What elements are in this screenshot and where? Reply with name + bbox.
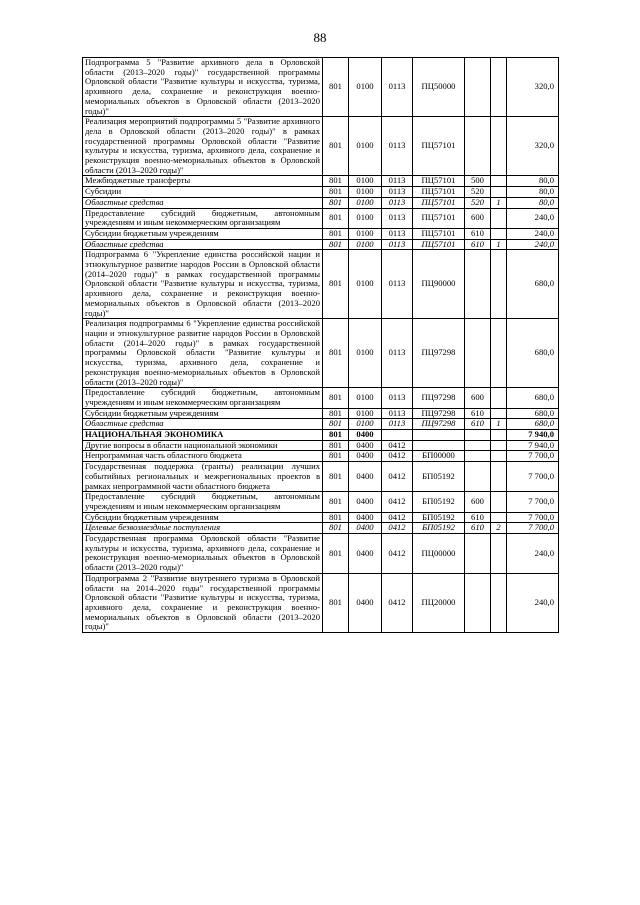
section-code-cell: 0400: [349, 430, 382, 441]
section-code-cell: 0400: [349, 512, 382, 523]
target-article-cell: ПЦ00000: [413, 534, 465, 574]
section-code-cell: 0100: [349, 419, 382, 430]
ministry-code-cell: 801: [323, 58, 349, 117]
row-name-cell: НАЦИОНАЛЬНАЯ ЭКОНОМИКА: [83, 430, 323, 441]
expense-type-cell: [465, 462, 491, 492]
subsection-code-cell: 0412: [382, 462, 413, 492]
amount-cell: 80,0: [507, 176, 559, 187]
row-name-cell: Предоставление субсидий бюджетным, автономным учреждениям и иным некоммерческим организациям: [83, 492, 323, 512]
table-row: [83, 492, 559, 512]
table-row: [83, 250, 559, 319]
expense-type-cell: 600: [465, 492, 491, 512]
ministry-code-cell: 801: [323, 430, 349, 441]
amount-cell: 680,0: [507, 319, 559, 388]
expense-type-cell: 520: [465, 197, 491, 208]
row-name-cell: Субсидии бюджетным учреждениям: [83, 228, 323, 239]
target-article-cell: ПЦ97298: [413, 319, 465, 388]
section-code-cell: 0100: [349, 187, 382, 198]
section-code-cell: 0100: [349, 319, 382, 388]
expense-type-cell: 610: [465, 239, 491, 250]
amount-cell: 7 700,0: [507, 462, 559, 492]
amount-cell: 7 940,0: [507, 430, 559, 441]
amount-cell: 240,0: [507, 534, 559, 574]
subsection-code-cell: 0113: [382, 117, 413, 176]
amount-cell: 7 940,0: [507, 440, 559, 451]
ministry-code-cell: 801: [323, 176, 349, 187]
expense-type-cell: [465, 573, 491, 632]
row-name-cell: Целевые безвозмездные поступления: [83, 523, 323, 534]
table-row: [83, 388, 559, 408]
section-code-cell: 0100: [349, 388, 382, 408]
table-row: [83, 523, 559, 534]
target-article-cell: ПЦ57101: [413, 239, 465, 250]
amount-cell: 240,0: [507, 208, 559, 228]
subsection-code-cell: 0113: [382, 319, 413, 388]
amount-cell: 240,0: [507, 228, 559, 239]
section-code-cell: 0400: [349, 451, 382, 462]
row-name-cell: Предоставление субсидий бюджетным, автономным учреждениям и иным некоммерческим организациям: [83, 208, 323, 228]
subsection-code-cell: 0113: [382, 187, 413, 198]
target-article-cell: ПЦ20000: [413, 573, 465, 632]
target-article-cell: ПЦ97298: [413, 388, 465, 408]
row-name-cell: Предоставление субсидий бюджетным, автономным учреждениям и иным некоммерческим организациям: [83, 388, 323, 408]
table-row: [83, 117, 559, 176]
funding-source-cell: [491, 492, 507, 512]
expense-type-cell: 500: [465, 176, 491, 187]
subsection-code-cell: 0412: [382, 492, 413, 512]
subsection-code-cell: 0113: [382, 176, 413, 187]
section-code-cell: 0100: [349, 228, 382, 239]
amount-cell: 680,0: [507, 408, 559, 419]
ministry-code-cell: 801: [323, 208, 349, 228]
section-code-cell: 0100: [349, 176, 382, 187]
table-row: [83, 58, 559, 117]
section-code-cell: 0100: [349, 250, 382, 319]
amount-cell: 240,0: [507, 239, 559, 250]
subsection-code-cell: 0113: [382, 228, 413, 239]
ministry-code-cell: 801: [323, 451, 349, 462]
row-name-cell: Другие вопросы в области национальной экономики: [83, 440, 323, 451]
target-article-cell: БП05192: [413, 512, 465, 523]
target-article-cell: БП05192: [413, 492, 465, 512]
target-article-cell: [413, 430, 465, 441]
subsection-code-cell: 0412: [382, 534, 413, 574]
row-name-cell: Областные средства: [83, 419, 323, 430]
table-row: [83, 197, 559, 208]
funding-source-cell: [491, 408, 507, 419]
section-code-cell: 0100: [349, 58, 382, 117]
subsection-code-cell: 0113: [382, 419, 413, 430]
table-row: [83, 451, 559, 462]
ministry-code-cell: 801: [323, 117, 349, 176]
section-code-cell: 0400: [349, 462, 382, 492]
ministry-code-cell: 801: [323, 228, 349, 239]
expense-type-cell: [465, 440, 491, 451]
target-article-cell: [413, 440, 465, 451]
expense-type-cell: [465, 117, 491, 176]
expense-type-cell: 600: [465, 208, 491, 228]
funding-source-cell: [491, 430, 507, 441]
section-code-cell: 0100: [349, 408, 382, 419]
row-name-cell: Непрограммная часть областного бюджета: [83, 451, 323, 462]
funding-source-cell: [491, 534, 507, 574]
row-name-cell: Областные средства: [83, 239, 323, 250]
table-row: [83, 440, 559, 451]
row-name-cell: Субсидии: [83, 187, 323, 198]
section-code-cell: 0400: [349, 573, 382, 632]
ministry-code-cell: 801: [323, 534, 349, 574]
funding-source-cell: [491, 58, 507, 117]
amount-cell: 680,0: [507, 250, 559, 319]
ministry-code-cell: 801: [323, 523, 349, 534]
target-article-cell: ПЦ90000: [413, 250, 465, 319]
table-row: [83, 408, 559, 419]
funding-source-cell: [491, 176, 507, 187]
section-code-cell: 0100: [349, 239, 382, 250]
target-article-cell: ПЦ57101: [413, 228, 465, 239]
amount-cell: 80,0: [507, 187, 559, 198]
table-row: [83, 187, 559, 198]
subsection-code-cell: 0113: [382, 197, 413, 208]
funding-source-cell: [491, 451, 507, 462]
amount-cell: 7 700,0: [507, 451, 559, 462]
subsection-code-cell: 0113: [382, 388, 413, 408]
funding-source-cell: [491, 117, 507, 176]
subsection-code-cell: 0412: [382, 512, 413, 523]
row-name-cell: Подпрограмма 6 "Укрепление единства российской нации и этнокультурное развитие народов России в Орловской области (2014–2020 годы)" в рамках государственной программы Орловской области "Развитие культуры и искусства, туризма, архивного дела, сохранение и реконструкция военно-мемориальных объектов в Орловской области (2013–2020 годы)": [83, 250, 323, 319]
section-code-cell: 0100: [349, 197, 382, 208]
target-article-cell: БП05192: [413, 523, 465, 534]
row-name-cell: Государственная поддержка (гранты) реализации лучших событийных региональных и межрегиональных проектов в рамках непрограммной части областного бюджета: [83, 462, 323, 492]
row-name-cell: Государственная программа Орловской области "Развитие культуры и искусства, туризма, архивного дела, сохранение и реконструкция военно-мемориальных объектов в Орловской области (2013–2020 годы)": [83, 534, 323, 574]
subsection-code-cell: 0412: [382, 440, 413, 451]
ministry-code-cell: 801: [323, 319, 349, 388]
page-number: 88: [313, 30, 327, 45]
funding-source-cell: [491, 250, 507, 319]
target-article-cell: БП05192: [413, 462, 465, 492]
target-article-cell: ПЦ57101: [413, 117, 465, 176]
table-row: [83, 239, 559, 250]
amount-cell: 240,0: [507, 573, 559, 632]
subsection-code-cell: [382, 430, 413, 441]
target-article-cell: БП00000: [413, 451, 465, 462]
expense-type-cell: [465, 451, 491, 462]
table-row: [83, 176, 559, 187]
funding-source-cell: [491, 208, 507, 228]
amount-cell: 7 700,0: [507, 492, 559, 512]
amount-cell: 680,0: [507, 419, 559, 430]
section-code-cell: 0400: [349, 534, 382, 574]
target-article-cell: ПЦ57101: [413, 197, 465, 208]
row-name-cell: Реализация мероприятий подпрограммы 5 "Развитие архивного дела в Орловской области (2013–2020 годы)" в рамках государственной программы Орловской области "Развитие культуры и искусства, туризма, архивного дела, сохранение и реконструкция военно-мемориальных объектов в Орловской области (2013–2020 годы)": [83, 117, 323, 176]
ministry-code-cell: 801: [323, 388, 349, 408]
expense-type-cell: 600: [465, 388, 491, 408]
expense-type-cell: 610: [465, 523, 491, 534]
budget-table-body: [83, 58, 559, 633]
budget-table: [82, 57, 559, 633]
section-code-cell: 0400: [349, 440, 382, 451]
row-name-cell: Подпрограмма 2 "Развитие внутреннего туризма в Орловской области на 2014–2020 годы" государственной программы Орловской области "Развитие культуры и искусства, туризма, архивного дела, сохранение и реконструкция военно-мемориальных объектов в Орловской области (2013–2020 годы)": [83, 573, 323, 632]
ministry-code-cell: 801: [323, 239, 349, 250]
table-row: [83, 534, 559, 574]
expense-type-cell: 610: [465, 512, 491, 523]
expense-type-cell: 520: [465, 187, 491, 198]
ministry-code-cell: 801: [323, 197, 349, 208]
ministry-code-cell: 801: [323, 408, 349, 419]
target-article-cell: ПЦ57101: [413, 176, 465, 187]
subsection-code-cell: 0412: [382, 451, 413, 462]
section-code-cell: 0100: [349, 208, 382, 228]
expense-type-cell: [465, 58, 491, 117]
amount-cell: 680,0: [507, 388, 559, 408]
funding-source-cell: [491, 187, 507, 198]
subsection-code-cell: 0113: [382, 239, 413, 250]
subsection-code-cell: 0412: [382, 523, 413, 534]
amount-cell: 7 700,0: [507, 523, 559, 534]
amount-cell: 7 700,0: [507, 512, 559, 523]
expense-type-cell: [465, 430, 491, 441]
expense-type-cell: [465, 250, 491, 319]
table-row: [83, 319, 559, 388]
row-name-cell: Подпрограмма 5 "Развитие архивного дела в Орловской области (2013–2020 годы)" государственной программы Орловской области "Развитие культуры и искусства, туризма, архивного дела, сохранение и реконструкция военно-мемориальных объектов в Орловской области (2013–2020 годы)": [83, 58, 323, 117]
table-row: [83, 573, 559, 632]
funding-source-cell: 1: [491, 419, 507, 430]
target-article-cell: ПЦ97298: [413, 419, 465, 430]
target-article-cell: ПЦ50000: [413, 58, 465, 117]
row-name-cell: Субсидии бюджетным учреждениям: [83, 512, 323, 523]
funding-source-cell: 1: [491, 197, 507, 208]
ministry-code-cell: 801: [323, 419, 349, 430]
funding-source-cell: [491, 573, 507, 632]
amount-cell: 320,0: [507, 117, 559, 176]
ministry-code-cell: 801: [323, 512, 349, 523]
table-row: [83, 228, 559, 239]
expense-type-cell: 610: [465, 408, 491, 419]
table-row: [83, 208, 559, 228]
section-code-cell: 0400: [349, 523, 382, 534]
funding-source-cell: [491, 512, 507, 523]
funding-source-cell: 1: [491, 239, 507, 250]
table-row: [83, 512, 559, 523]
amount-cell: 320,0: [507, 58, 559, 117]
row-name-cell: Субсидии бюджетным учреждениям: [83, 408, 323, 419]
expense-type-cell: [465, 319, 491, 388]
target-article-cell: ПЦ57101: [413, 208, 465, 228]
subsection-code-cell: 0412: [382, 573, 413, 632]
row-name-cell: Реализация подпрограммы 6 "Укрепление единства российской нации и этнокультурное развитие народов России в Орловской области (2014–2020 годы)" в рамках государственной программы Орловской области "Развитие культуры и искусства, туризма, архивного дела, сохранение и реконструкция военно-мемориальных объектов в Орловской области (2013–2020 годы)": [83, 319, 323, 388]
table-row: [83, 419, 559, 430]
table-row: [83, 430, 559, 441]
funding-source-cell: 2: [491, 523, 507, 534]
row-name-cell: Межбюджетные трансферты: [83, 176, 323, 187]
ministry-code-cell: 801: [323, 250, 349, 319]
expense-type-cell: [465, 534, 491, 574]
funding-source-cell: [491, 462, 507, 492]
table-row: [83, 462, 559, 492]
subsection-code-cell: 0113: [382, 208, 413, 228]
section-code-cell: 0100: [349, 117, 382, 176]
row-name-cell: Областные средства: [83, 197, 323, 208]
ministry-code-cell: 801: [323, 573, 349, 632]
funding-source-cell: [491, 228, 507, 239]
expense-type-cell: 610: [465, 419, 491, 430]
section-code-cell: 0400: [349, 492, 382, 512]
target-article-cell: ПЦ97298: [413, 408, 465, 419]
ministry-code-cell: 801: [323, 440, 349, 451]
target-article-cell: ПЦ57101: [413, 187, 465, 198]
subsection-code-cell: 0113: [382, 250, 413, 319]
ministry-code-cell: 801: [323, 187, 349, 198]
expense-type-cell: 610: [465, 228, 491, 239]
funding-source-cell: [491, 440, 507, 451]
subsection-code-cell: 0113: [382, 58, 413, 117]
funding-source-cell: [491, 388, 507, 408]
subsection-code-cell: 0113: [382, 408, 413, 419]
ministry-code-cell: 801: [323, 492, 349, 512]
funding-source-cell: [491, 319, 507, 388]
amount-cell: 80,0: [507, 197, 559, 208]
ministry-code-cell: 801: [323, 462, 349, 492]
